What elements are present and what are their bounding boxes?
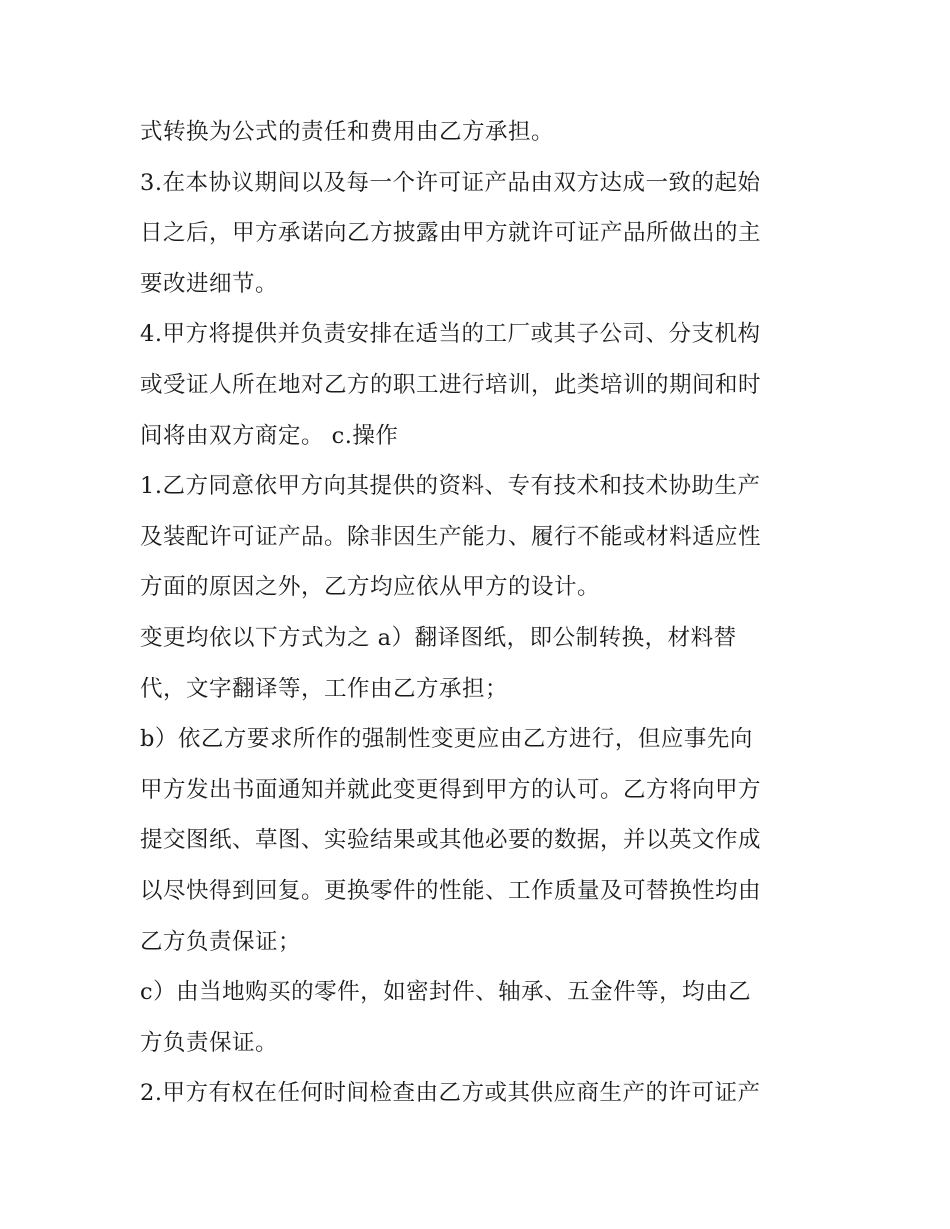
text-line: 方负责保证。: [140, 1029, 279, 1056]
text-line: c）由当地购买的零件，如密封件、轴承、五金件等，均由乙: [140, 979, 752, 1006]
text-line: 要改进细节。: [140, 270, 279, 297]
text-line: b）依乙方要求所作的强制性变更应由乙方进行，但应事先向: [140, 726, 753, 753]
text-line: 4.甲方将提供并负责安排在适当的工厂或其子公司、分支机构: [140, 321, 761, 348]
text-line: 变更均依以下方式为之 a）翻译图纸，即公制转换，材料替: [140, 624, 737, 651]
text-line: 或受证人所在地对乙方的职工进行培训，此类培训的期间和时: [140, 371, 762, 398]
text-line: 式转换为公式的责任和费用由乙方承担。: [140, 119, 555, 145]
text-line: 1.乙方同意依甲方向其提供的资料、专有技术和技术协助生产: [140, 473, 761, 500]
text-line: 以尽快得到回复。更换零件的性能、工作质量及可替换性均由: [140, 877, 762, 904]
text-line: 日之后，甲方承诺向乙方披露由甲方就许可证产品所做出的主: [140, 220, 762, 247]
text-line: 提交图纸、草图、实验结果或其他必要的数据，并以英文作成: [140, 827, 762, 854]
text-line: 甲方发出书面通知并就此变更得到甲方的认可。乙方将向甲方: [140, 776, 762, 803]
text-line: 及装配许可证产品。除非因生产能力、履行不能或材料适应性: [140, 523, 762, 550]
text-line: 2.甲方有权在任何时间检查由乙方或其供应商生产的许可证产: [140, 1080, 761, 1107]
document-body: [140, 107, 820, 1119]
text-line: 代，文字翻译等，工作由乙方承担；: [140, 675, 509, 702]
text-line: 间将由双方商定。 c.操作: [140, 422, 399, 449]
text-line: 方面的原因之外，乙方均应依从甲方的设计。: [140, 574, 601, 601]
text-line: 3.在本协议期间以及每一个许可证产品由双方达成一致的起始: [140, 169, 761, 196]
text-line: 乙方负责保证；: [140, 928, 302, 955]
